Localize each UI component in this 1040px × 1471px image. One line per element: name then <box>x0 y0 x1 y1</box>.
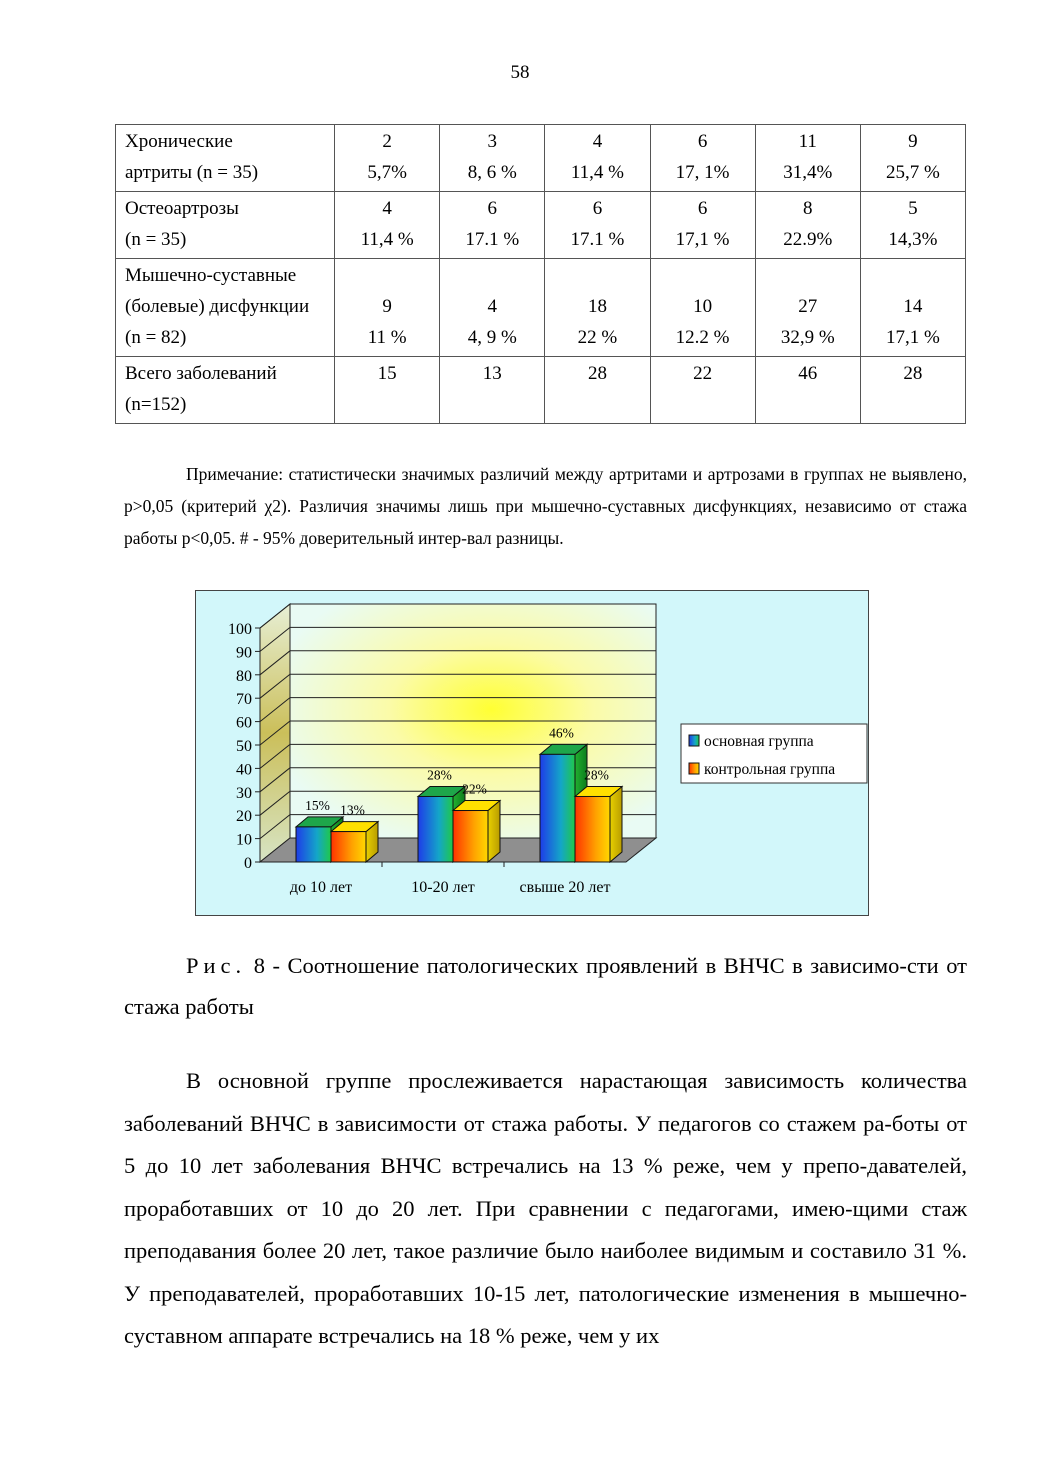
cell-value: 15 <box>377 363 397 384</box>
chart-canvas <box>196 591 868 915</box>
table-cell <box>440 259 545 357</box>
bar <box>575 796 610 862</box>
cell-value: 4 <box>592 131 603 152</box>
y-tick-label: 10 <box>236 831 252 849</box>
row-label-line: Всего заболеваний <box>125 363 277 384</box>
data-label: 15% <box>305 797 330 813</box>
cell-value: 22 % <box>577 327 618 348</box>
cell-value: 3 <box>487 131 498 152</box>
cell-value: 5,7% <box>367 162 407 183</box>
y-tick-label: 70 <box>236 691 252 709</box>
cell-value: 25,7 % <box>886 162 940 183</box>
table-row <box>116 259 966 357</box>
cell-value: 12.2 % <box>675 327 730 348</box>
table-cell <box>545 125 650 192</box>
data-label: 28% <box>427 767 452 783</box>
cell-value: 17, 1% <box>675 162 730 183</box>
row-label-line: (болевые) дисфункции <box>125 296 310 317</box>
table-cell <box>755 192 860 259</box>
row-label-line: артриты (n = 35) <box>125 162 259 183</box>
row-label-line: Остеоартрозы <box>125 198 239 219</box>
bar-side <box>488 801 500 862</box>
table-cell <box>755 125 860 192</box>
x-tick-label: 10-20 лет <box>411 879 475 896</box>
table-cell <box>650 192 755 259</box>
cell-value: 4, 9 % <box>467 327 517 348</box>
table-cell <box>335 125 440 192</box>
cell-value: 4 <box>487 296 498 317</box>
cell-value: 11 <box>798 131 817 152</box>
row-label-line: Хронические <box>125 131 233 152</box>
row-label-line: (n=152) <box>125 394 187 415</box>
bar <box>540 754 575 862</box>
cell-value: 18 <box>587 296 607 317</box>
table-row <box>116 125 966 192</box>
y-tick-label: 100 <box>228 621 252 638</box>
legend-label: контрольная группа <box>704 761 836 778</box>
data-label: 28% <box>584 767 609 783</box>
y-tick-label: 40 <box>236 761 252 779</box>
cell-value: 5 <box>908 198 918 219</box>
table-cell <box>545 259 650 357</box>
data-label: 13% <box>340 802 365 818</box>
table-cell <box>860 357 965 424</box>
row-label-line: (n = 35) <box>125 229 187 250</box>
cell-value: 6 <box>697 131 708 152</box>
table-cell <box>860 192 965 259</box>
cell-value <box>655 260 751 291</box>
cell-value: 4 <box>382 198 392 219</box>
cell-value: 6 <box>487 198 498 219</box>
y-tick-label: 20 <box>236 808 252 826</box>
table-cell <box>860 125 965 192</box>
cell-value: 27 <box>798 296 818 317</box>
cell-value: 6 <box>697 198 708 219</box>
cell-value: 28 <box>903 363 923 384</box>
cell-value <box>549 260 645 291</box>
y-tick-label: 60 <box>236 714 252 732</box>
y-tick-label: 80 <box>236 667 252 685</box>
x-tick-label: свыше 20 лет <box>519 879 611 896</box>
data-label: 22% <box>462 781 487 797</box>
cell-value: 28 <box>587 363 607 384</box>
bar <box>418 796 453 862</box>
note-text: Примечание: статистически значимых различий между артритами и артрозами в группах не выявлено, p>0,05 (критерий χ2). Различия значимы лишь при мышечно-суставных дисфункциях, независимо от стажа работы p<0,05. # - 95% доверительный интер-вал разницы. <box>124 464 967 548</box>
cell-value: 31,4% <box>783 162 833 183</box>
table-cell <box>335 357 440 424</box>
cell-value: 13 <box>482 363 502 384</box>
bar-chart <box>195 590 869 916</box>
cell-value: 32,9 % <box>780 327 835 348</box>
cell-value: 22.9% <box>783 229 833 250</box>
cell-value: 17,1 % <box>675 229 730 250</box>
row-label <box>116 125 335 192</box>
table-cell <box>650 357 755 424</box>
cell-value: 8, 6 % <box>467 162 517 183</box>
table-row <box>116 192 966 259</box>
table-cell <box>440 125 545 192</box>
legend-label: основная группа <box>704 733 814 750</box>
table-row <box>116 357 966 424</box>
cell-value: 17.1 % <box>570 229 625 250</box>
cell-value <box>865 260 961 291</box>
table-cell <box>650 125 755 192</box>
cell-value: 17.1 % <box>465 229 520 250</box>
table-cell <box>755 259 860 357</box>
legend-swatch <box>689 763 699 774</box>
cell-value: 14,3% <box>888 229 938 250</box>
cell-value: 9 <box>908 131 918 152</box>
bar <box>296 827 331 862</box>
page-number: 58 <box>510 62 530 83</box>
caption-text: 8 - Соотношение патологических проявлений в ВНЧС в зависимо-сти от стажа работы <box>124 953 967 1019</box>
cell-value: 11,4 % <box>570 162 624 183</box>
cell-value: 17,1 % <box>886 327 940 348</box>
legend-swatch <box>689 735 699 746</box>
bar <box>331 832 366 862</box>
table-cell <box>860 259 965 357</box>
table-cell <box>440 192 545 259</box>
table-cell <box>440 357 545 424</box>
cell-value <box>760 260 856 291</box>
row-label <box>116 259 335 357</box>
table-cell <box>650 259 755 357</box>
caption-prefix: Рис. <box>186 953 247 978</box>
cell-value: 6 <box>592 198 603 219</box>
statistics-table <box>115 124 966 424</box>
y-tick-label: 50 <box>236 738 252 755</box>
cell-value <box>339 260 435 291</box>
y-tick-label: 0 <box>244 855 252 872</box>
row-label-line: (n = 82) <box>125 327 187 348</box>
cell-value <box>444 260 540 291</box>
data-label: 46% <box>549 725 574 741</box>
cell-value: 2 <box>382 131 392 152</box>
cell-value: 11 % <box>367 327 407 348</box>
paragraph-text: В основной группе прослеживается нарастающая зависимость количества заболеваний ВНЧС в зависимости от стажа работы. У педагогов со стажем ра-боты от 5 до 10 лет заболевания ВНЧС встречались на 13 % реже, чем у препо-давателей, проработавших от 10 до 20 лет. При сравнении с педагогами, имею-щими стаж преподавания более 20 лет, такое различие было наиболее видимым и составило 31 %. У преподавателей, проработавших 10-15 лет, патологические изменения в мышечно-суставном аппарате встречались на 18 % реже, чем у их <box>124 1068 967 1348</box>
figure-caption <box>124 945 967 1027</box>
bar-side <box>610 786 622 862</box>
table-cell <box>755 357 860 424</box>
body-paragraph <box>124 1060 967 1358</box>
table-note <box>124 458 967 554</box>
table-cell <box>335 192 440 259</box>
table-cell <box>545 357 650 424</box>
row-label-line: Мышечно-суставные <box>125 265 297 286</box>
cell-value: 10 <box>693 296 713 317</box>
cell-value: 22 <box>693 363 713 384</box>
table-cell <box>335 259 440 357</box>
row-label <box>116 192 335 259</box>
table-cell <box>545 192 650 259</box>
row-label <box>116 357 335 424</box>
bar <box>453 811 488 862</box>
cell-value: 46 <box>798 363 818 384</box>
y-tick-label: 90 <box>236 644 252 662</box>
x-tick-label: до 10 лет <box>289 879 353 896</box>
cell-value: 9 <box>382 296 392 317</box>
cell-value: 11,4 % <box>360 229 414 250</box>
cell-value: 14 <box>903 296 923 317</box>
y-tick-label: 30 <box>236 784 252 802</box>
cell-value: 8 <box>803 198 813 219</box>
